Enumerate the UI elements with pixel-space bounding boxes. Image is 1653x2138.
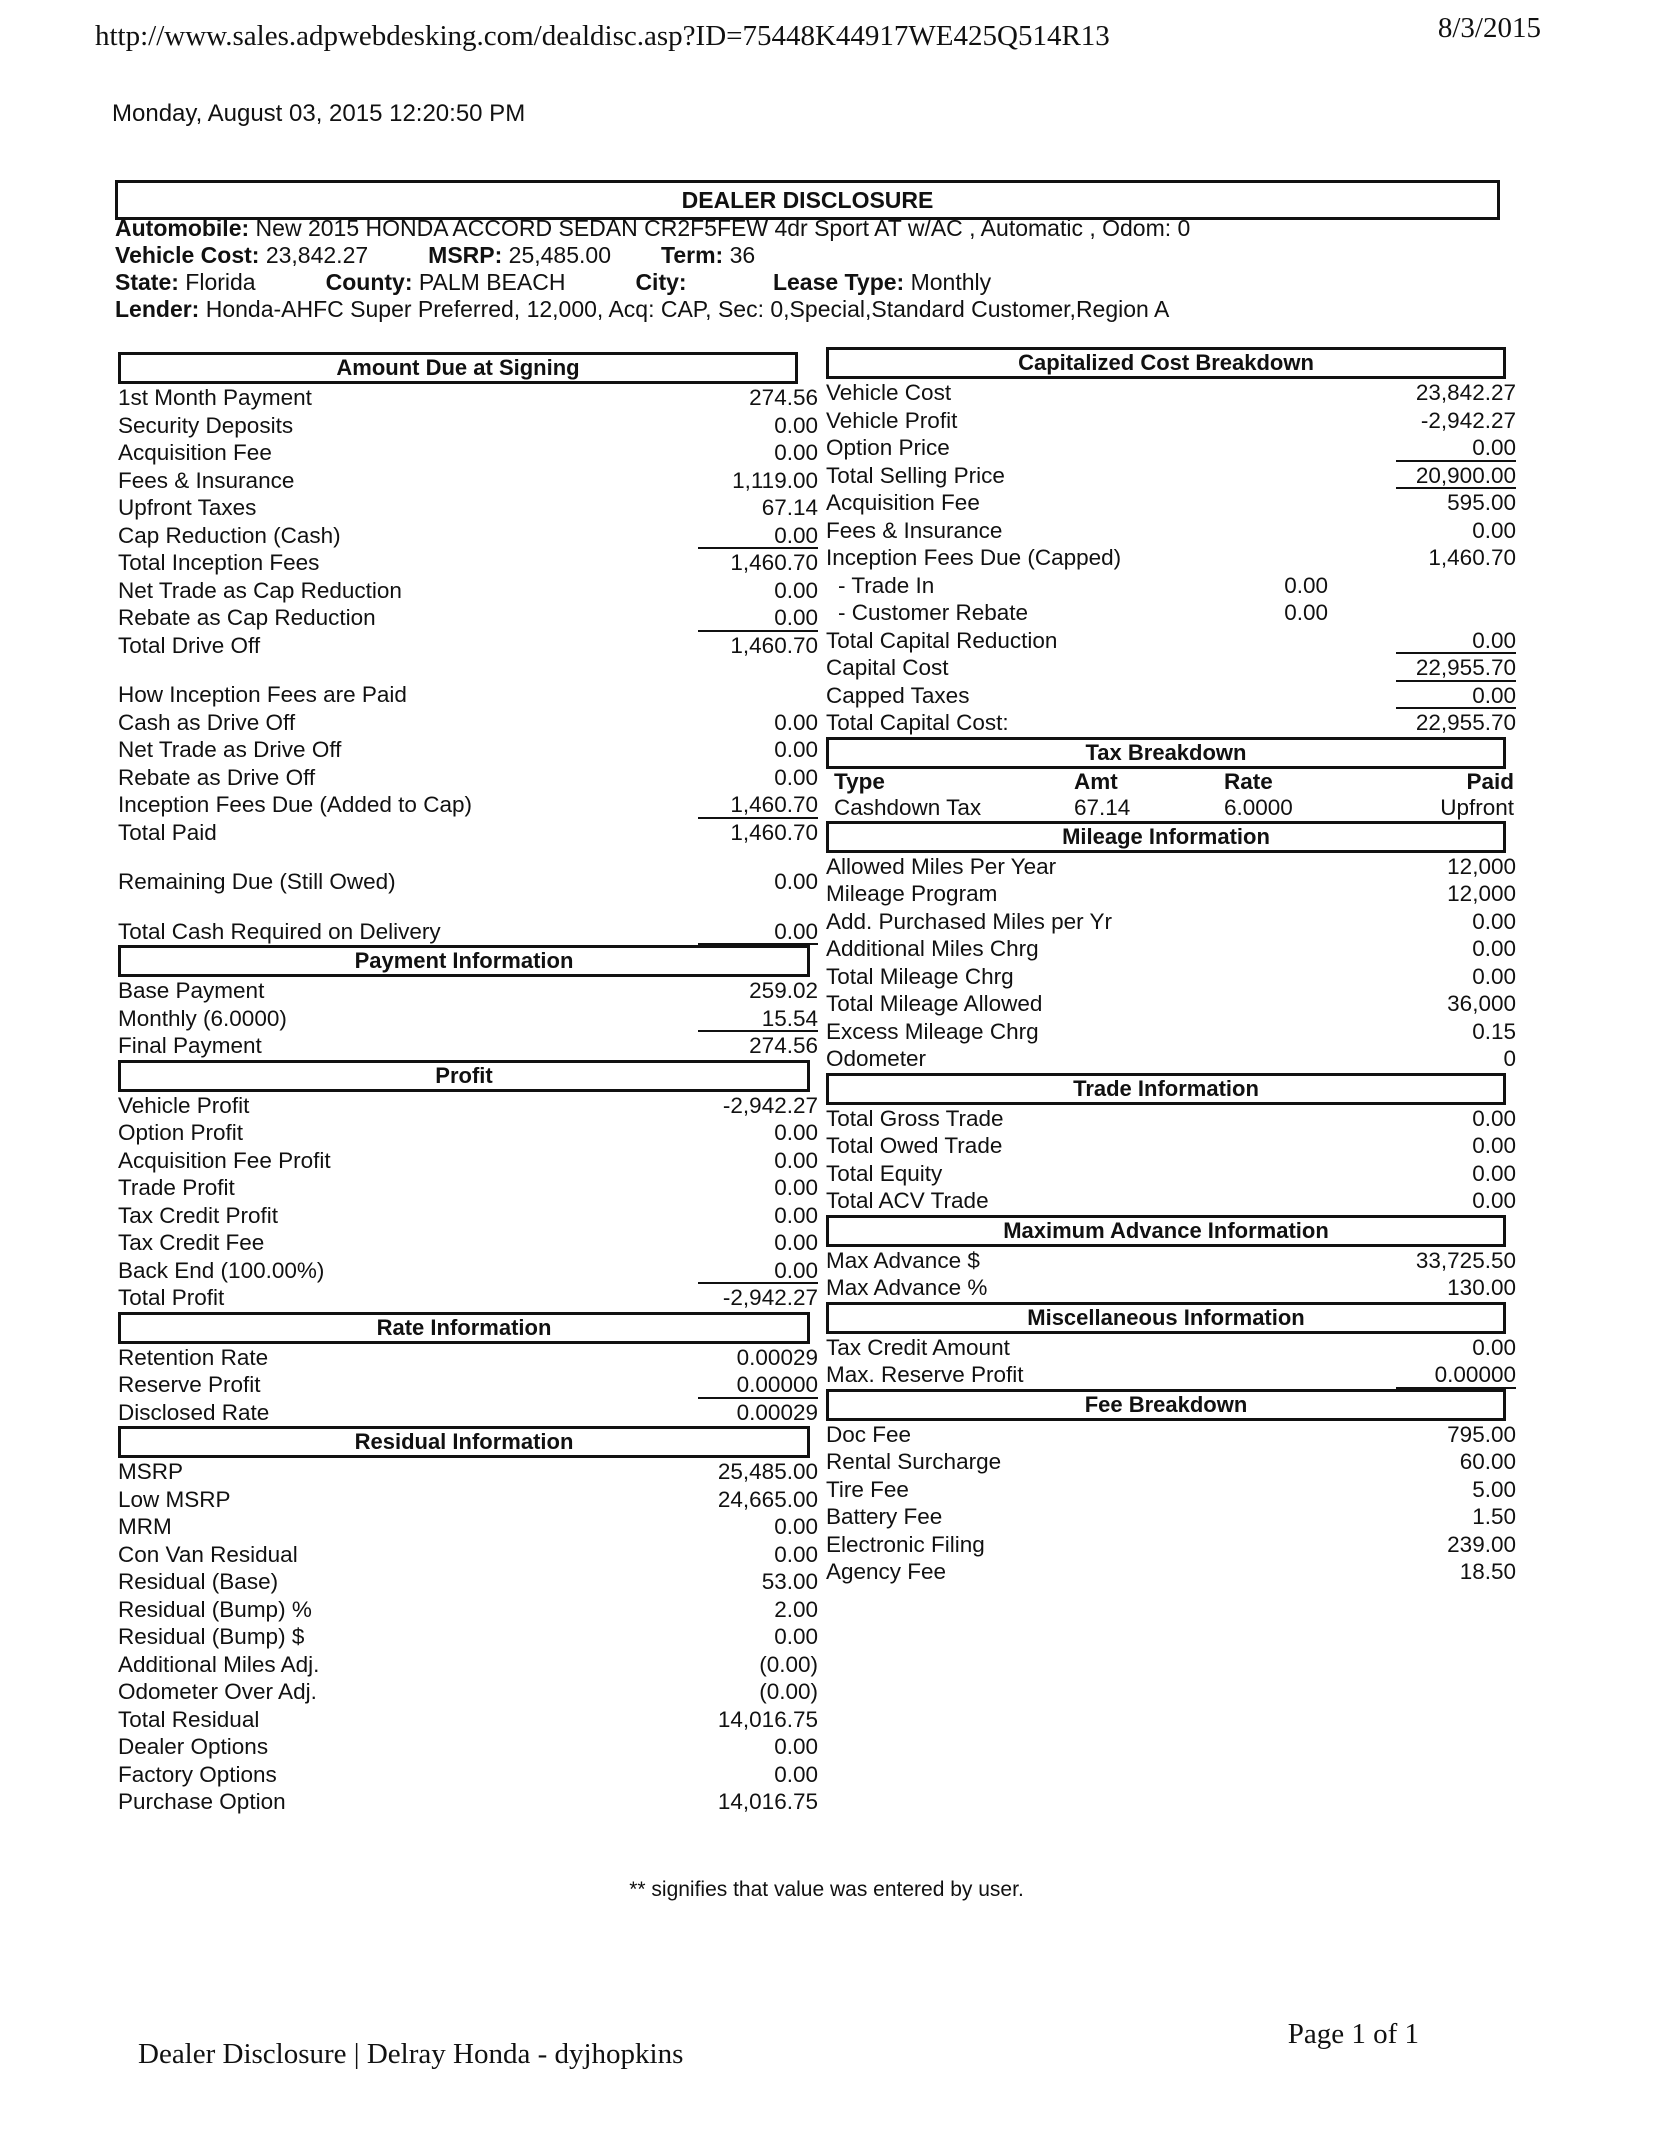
line-item-value — [698, 681, 818, 709]
line-item-value: 67.14 — [761, 495, 818, 520]
misc-rows — [826, 1334, 1516, 1389]
footer-page-number: Page 1 of 1 — [1287, 2018, 1419, 2050]
line-item-value: 22,955.70 — [1415, 710, 1516, 735]
cash-required-label: Total Cash Required on Delivery — [118, 918, 441, 944]
fee-rows — [826, 1421, 1516, 1586]
line-item-value: 1.50 — [1472, 1504, 1516, 1529]
line-item-label: How Inception Fees are Paid — [118, 682, 407, 707]
vehicle-summary — [115, 215, 1515, 323]
line-item-label: Con Van Residual — [118, 1541, 298, 1567]
lender-value: Honda-AHFC Super Preferred, 12,000, Acq: CAP, Sec: 0,Special,Standard Customer,Region A — [205, 296, 1170, 322]
line-item — [826, 1531, 1516, 1559]
line-item-label: Back End (100.00%) — [118, 1257, 325, 1283]
line-item-value: 0.00 — [1472, 1188, 1516, 1213]
sub-line-item — [826, 572, 1516, 600]
line-item — [118, 764, 818, 792]
line-item-value: 0.00 — [774, 737, 818, 762]
lease-type-value: Monthly — [910, 269, 992, 295]
line-item-label: Rebate as Cap Reduction — [118, 605, 376, 630]
tax-rate-cell: 6.0000 — [1224, 794, 1293, 820]
line-item-label: Odometer — [826, 1046, 927, 1071]
line-item-label: Battery Fee — [826, 1504, 943, 1529]
line-item — [826, 1160, 1516, 1188]
line-item — [826, 627, 1516, 655]
line-item-label: Max. Reserve Profit — [826, 1362, 1024, 1387]
line-item — [118, 1005, 818, 1033]
line-item-value: 0.00 — [1396, 434, 1516, 462]
line-item-label: Tax Credit Fee — [118, 1230, 265, 1255]
line-item — [826, 908, 1516, 936]
line-item — [826, 880, 1516, 908]
line-item — [118, 467, 818, 495]
line-item-label: Rebate as Drive Off — [118, 764, 316, 790]
line-item-value: 0.00029 — [736, 1344, 818, 1370]
tax-paid-cell: Upfront — [1440, 794, 1514, 820]
line-item-value: 24,665.00 — [717, 1486, 818, 1512]
line-item-value: 0.00029 — [736, 1399, 818, 1425]
line-item-value: 0.00 — [774, 1624, 818, 1649]
line-item-value: 0.00 — [1472, 1334, 1516, 1360]
line-item — [118, 1486, 818, 1514]
line-item — [826, 1187, 1516, 1215]
line-item — [826, 990, 1516, 1018]
line-item — [826, 434, 1516, 462]
line-item-value: 53.00 — [761, 1569, 818, 1594]
line-item-label: Mileage Program — [826, 881, 998, 906]
line-item-label: Total Selling Price — [826, 462, 1005, 488]
line-item-value: 0.00 — [774, 1120, 818, 1145]
line-item — [826, 407, 1516, 435]
line-item — [118, 791, 818, 819]
automobile-line: Automobile: New 2015 HONDA ACCORD SEDAN CR2F5FEW 4dr Sport AT w/AC , Automatic , Odom: 0 — [115, 215, 1191, 241]
report-timestamp: Monday, August 03, 2015 12:20:50 PM — [112, 100, 526, 127]
line-item — [118, 1596, 818, 1624]
cap-cost-rows-2 — [826, 627, 1516, 737]
line-item — [118, 1458, 818, 1486]
line-item-label: Vehicle Profit — [118, 1092, 250, 1118]
line-item — [118, 1761, 818, 1789]
line-item-value: 1,460.70 — [730, 632, 818, 658]
location-line: State: Florida County: PALM BEACH City: Lease Type: Monthly — [115, 269, 992, 295]
line-item-label: Doc Fee — [826, 1421, 912, 1447]
line-item-label: Total Equity — [826, 1160, 943, 1186]
tax-col-rate: Rate — [1224, 768, 1273, 794]
line-item-value: -2,942.27 — [722, 1285, 818, 1310]
line-item-label: Vehicle Profit — [826, 407, 958, 433]
line-item — [826, 544, 1516, 572]
line-item — [118, 412, 818, 440]
line-item — [118, 1229, 818, 1257]
line-item-value: 0.00 — [1472, 908, 1516, 934]
remaining-due-label: Remaining Due (Still Owed) — [118, 869, 396, 894]
line-item-label: Acquisition Fee — [826, 490, 980, 515]
line-item-value: 0 — [1503, 1046, 1516, 1071]
tax-table — [826, 769, 1516, 821]
tax-col-amt: Amt — [1074, 768, 1118, 794]
line-item-label: Allowed Miles Per Year — [826, 853, 1057, 879]
max-advance-rows — [826, 1247, 1516, 1302]
footer-dealer: Dealer Disclosure | Delray Honda - dyjhopkins — [138, 2038, 684, 2070]
line-item-value: 0.00 — [1472, 1160, 1516, 1186]
line-item-label: Fees & Insurance — [118, 467, 295, 493]
line-item — [826, 853, 1516, 881]
line-item-label: Monthly (6.0000) — [118, 1005, 287, 1031]
line-item — [118, 1147, 818, 1175]
user-entry-note: ** signifies that value was entered by user. — [629, 1878, 1024, 1901]
line-item — [118, 632, 818, 660]
line-item-value: 60.00 — [1459, 1449, 1516, 1474]
line-item-label: Total Mileage Chrg — [826, 963, 1014, 989]
tax-type-cell: Cashdown Tax — [834, 794, 982, 820]
line-item-label: Total Inception Fees — [118, 550, 320, 575]
line-item-label: MRM — [118, 1514, 172, 1539]
line-item-label: Inception Fees Due (Added to Cap) — [118, 792, 472, 817]
line-item — [826, 963, 1516, 991]
sub-line-item-value: 0.00 — [1284, 572, 1328, 598]
line-item-label: Odometer Over Adj. — [118, 1679, 317, 1704]
line-item — [118, 681, 818, 709]
misc-info-header: Miscellaneous Information — [826, 1302, 1506, 1334]
line-item-value: 20,900.00 — [1396, 462, 1516, 490]
payment-info-header: Payment Information — [118, 945, 810, 977]
line-item — [118, 1371, 818, 1399]
line-item-label: Total ACV Trade — [826, 1188, 989, 1213]
residual-rows — [118, 1458, 818, 1816]
vehicle-cost-value: 23,842.27 — [265, 242, 369, 268]
line-item-value: 0.00 — [774, 1541, 818, 1567]
line-item-value: 1,460.70 — [730, 819, 818, 845]
line-item — [118, 1706, 818, 1734]
line-item-label: Cash as Drive Off — [118, 709, 296, 735]
cap-cost-rows — [826, 379, 1516, 572]
line-item-label: Cap Reduction (Cash) — [118, 522, 341, 548]
max-advance-header: Maximum Advance Information — [826, 1215, 1506, 1247]
line-item-label: Electronic Filing — [826, 1531, 985, 1557]
right-column — [826, 347, 1516, 1586]
profit-header: Profit — [118, 1060, 810, 1092]
line-item-label: Total Capital Reduction — [826, 627, 1058, 653]
automobile-value: New 2015 HONDA ACCORD SEDAN CR2F5FEW 4dr Sport AT w/AC , Automatic , Odom: 0 — [255, 215, 1191, 241]
line-item — [118, 577, 818, 605]
line-item-label: Total Capital Cost: — [826, 710, 1009, 735]
line-item-value: 1,460.70 — [730, 550, 818, 575]
line-item-label: Total Profit — [118, 1285, 225, 1310]
line-item — [826, 1361, 1516, 1389]
line-item-value: 239.00 — [1447, 1531, 1516, 1557]
line-item-value: 0.15 — [1472, 1018, 1516, 1044]
line-item — [826, 654, 1516, 682]
line-item — [118, 439, 818, 467]
line-item-value: 130.00 — [1447, 1275, 1516, 1300]
line-item-label: Option Profit — [118, 1120, 244, 1145]
line-item-label: Fees & Insurance — [826, 517, 1003, 543]
remaining-due-row — [118, 868, 818, 896]
line-item-value: 2.00 — [774, 1596, 818, 1622]
amount-due-header: Amount Due at Signing — [118, 352, 798, 384]
line-item — [826, 1558, 1516, 1586]
sub-line-item-label: - Trade In — [838, 572, 935, 598]
line-item-label: Residual (Bump) % — [118, 1596, 312, 1622]
line-item — [118, 494, 818, 522]
line-item-label: Low MSRP — [118, 1486, 231, 1512]
line-item — [826, 1476, 1516, 1504]
line-item — [826, 682, 1516, 710]
state-value: Florida — [185, 269, 256, 295]
line-item-label: Reserve Profit — [118, 1372, 261, 1397]
line-item-value: 0.00 — [774, 412, 818, 438]
sub-line-item — [826, 599, 1516, 627]
print-date: 8/3/2015 — [1437, 12, 1541, 44]
line-item-label: Base Payment — [118, 978, 265, 1003]
line-item-label: Disclosed Rate — [118, 1399, 270, 1425]
trade-rows — [826, 1105, 1516, 1215]
line-item-value: 0.00 — [698, 1257, 818, 1285]
line-item — [118, 1678, 818, 1706]
line-item — [118, 977, 818, 1005]
line-item-label: Add. Purchased Miles per Yr — [826, 908, 1112, 934]
line-item-value: 0.00 — [774, 440, 818, 465]
line-item-value: 23,842.27 — [1415, 380, 1516, 405]
line-item-label: Security Deposits — [118, 412, 294, 438]
line-item — [118, 1651, 818, 1679]
inception-paid-rows — [118, 681, 818, 846]
tax-breakdown-header: Tax Breakdown — [826, 737, 1506, 769]
line-item-value: 22,955.70 — [1396, 654, 1516, 682]
line-item — [118, 1092, 818, 1120]
line-item-value: 0.00 — [774, 764, 818, 790]
line-item-value: 0.00 — [774, 1230, 818, 1255]
line-item-value: 795.00 — [1447, 1421, 1516, 1447]
line-item — [118, 604, 818, 632]
line-item — [118, 1032, 818, 1060]
line-item-value: 0.00 — [1472, 1105, 1516, 1131]
line-item — [826, 1421, 1516, 1449]
line-item — [118, 1541, 818, 1569]
line-item-label: MSRP — [118, 1459, 184, 1484]
line-item-value: 25,485.00 — [717, 1459, 818, 1484]
county-value: PALM BEACH — [418, 269, 566, 295]
line-item-label: Capped Taxes — [826, 682, 970, 708]
line-item — [826, 935, 1516, 963]
line-item-value: 0.00 — [698, 604, 818, 632]
line-item — [118, 1513, 818, 1541]
line-item-value: 274.56 — [749, 1033, 818, 1058]
cap-cost-sub-rows — [826, 572, 1516, 627]
line-item — [118, 1119, 818, 1147]
line-item — [826, 1105, 1516, 1133]
line-item-value: 0.00 — [774, 1202, 818, 1228]
line-item — [118, 522, 818, 550]
line-item — [826, 517, 1516, 545]
line-item-label: Tire Fee — [826, 1476, 909, 1502]
lender-line: Lender: Honda-AHFC Super Preferred, 12,000, Acq: CAP, Sec: 0,Special,Standard Customer,Region A — [115, 296, 1170, 322]
payment-rows — [118, 977, 818, 1060]
line-item-label: Final Payment — [118, 1033, 262, 1058]
line-item-label: Total Residual — [118, 1706, 260, 1732]
line-item-value: 0.00 — [774, 1761, 818, 1787]
line-item-label: Trade Profit — [118, 1175, 235, 1200]
line-item — [118, 1174, 818, 1202]
cap-cost-header: Capitalized Cost Breakdown — [826, 347, 1506, 379]
line-item-label: Tax Credit Profit — [118, 1202, 279, 1228]
line-item-value: 0.00 — [774, 1514, 818, 1539]
line-item-label: Rental Surcharge — [826, 1449, 1002, 1474]
line-item-value: 595.00 — [1447, 490, 1516, 515]
line-item-label: Agency Fee — [826, 1559, 947, 1584]
line-item-value: 14,016.75 — [717, 1789, 818, 1814]
tax-amt-cell: 67.14 — [1074, 794, 1131, 820]
line-item-value: 259.02 — [749, 978, 818, 1003]
line-item-value: 0.00 — [774, 709, 818, 735]
line-item-value: 0.00 — [774, 577, 818, 603]
line-item-label: Additional Miles Adj. — [118, 1651, 320, 1677]
cash-required-value: 0.00 — [698, 918, 818, 946]
line-item-label: Net Trade as Cap Reduction — [118, 577, 402, 603]
line-item-value: 0.00 — [1472, 963, 1516, 989]
line-item-label: Residual (Bump) $ — [118, 1624, 305, 1649]
line-item-value: 0.00 — [774, 1175, 818, 1200]
line-item-value: 1,460.70 — [698, 791, 818, 819]
line-item-label: Acquisition Fee — [118, 440, 272, 465]
line-item-value: 274.56 — [749, 385, 818, 410]
line-item-label: Dealer Options — [118, 1734, 269, 1759]
line-item-label: Upfront Taxes — [118, 495, 257, 520]
line-item-value: 0.00 — [1396, 627, 1516, 655]
line-item — [826, 1334, 1516, 1362]
line-item — [118, 1733, 818, 1761]
line-item-value: 33,725.50 — [1415, 1247, 1516, 1273]
term-value: 36 — [729, 242, 756, 268]
line-item-label: Acquisition Fee Profit — [118, 1147, 331, 1173]
line-item — [826, 1045, 1516, 1073]
line-item — [826, 379, 1516, 407]
page-url: http://www.sales.adpwebdesking.com/dealdisc.asp?ID=75448K44917WE425Q514R13 — [95, 20, 1110, 52]
line-item-value: (0.00) — [759, 1679, 818, 1704]
msrp-value: 25,485.00 — [508, 242, 611, 268]
line-item-value: 0.00 — [698, 522, 818, 550]
amount-due-rows — [118, 384, 818, 659]
fee-breakdown-header: Fee Breakdown — [826, 1389, 1506, 1421]
line-item-label: Total Paid — [118, 819, 217, 845]
line-item-value: 14,016.75 — [717, 1706, 818, 1732]
cash-required-row — [118, 918, 818, 946]
line-item-label: Option Price — [826, 435, 950, 460]
cost-line: Vehicle Cost: 23,842.27 MSRP: 25,485.00 Term: 36 — [115, 242, 756, 268]
remaining-due-value: 0.00 — [774, 869, 818, 894]
line-item-value: 5.00 — [1472, 1476, 1516, 1502]
line-item-label: Tax Credit Amount — [826, 1334, 1010, 1360]
tax-col-paid: Paid — [1466, 768, 1514, 794]
line-item-label: Net Trade as Drive Off — [118, 737, 342, 762]
trade-info-header: Trade Information — [826, 1073, 1506, 1105]
line-item-value: 0.00 — [1472, 936, 1516, 961]
line-item-value: 0.00 — [1396, 682, 1516, 710]
line-item — [118, 1568, 818, 1596]
line-item-label: Total Mileage Allowed — [826, 991, 1043, 1016]
line-item — [118, 1399, 818, 1427]
line-item-label: Excess Mileage Chrg — [826, 1018, 1039, 1044]
line-item-label: Vehicle Cost — [826, 380, 952, 405]
line-item-label: Capital Cost — [826, 655, 949, 680]
line-item — [826, 1503, 1516, 1531]
line-item-label: Additional Miles Chrg — [826, 936, 1039, 961]
rate-rows — [118, 1344, 818, 1427]
line-item — [118, 1788, 818, 1816]
sub-line-item-value: 0.00 — [1284, 600, 1328, 625]
line-item-value: 0.00000 — [698, 1371, 818, 1399]
sub-line-item-label: - Customer Rebate — [838, 600, 1029, 625]
line-item — [118, 736, 818, 764]
line-item-label: Residual (Base) — [118, 1569, 279, 1594]
profit-rows — [118, 1092, 818, 1312]
document-title: DEALER DISCLOSURE — [115, 180, 1500, 220]
line-item-label: Total Drive Off — [118, 632, 261, 658]
line-item-value: 0.00 — [1472, 1133, 1516, 1158]
line-item — [826, 489, 1516, 517]
line-item-value: 15.54 — [698, 1005, 818, 1033]
line-item-value: -2,942.27 — [722, 1092, 818, 1118]
line-item-value: 0.00 — [774, 1734, 818, 1759]
line-item — [826, 1247, 1516, 1275]
line-item — [118, 384, 818, 412]
line-item-label: Purchase Option — [118, 1789, 286, 1814]
rate-info-header: Rate Information — [118, 1312, 810, 1344]
line-item-value: 12,000 — [1447, 881, 1516, 906]
line-item-label: 1st Month Payment — [118, 385, 312, 410]
line-item-value: 0.00 — [1472, 517, 1516, 543]
line-item-value: 0.00000 — [1396, 1361, 1516, 1389]
line-item — [826, 1448, 1516, 1476]
line-item-label: Max Advance % — [826, 1275, 988, 1300]
line-item — [826, 1132, 1516, 1160]
line-item — [826, 1274, 1516, 1302]
line-item-value: 1,460.70 — [1428, 545, 1516, 570]
line-item-label: Max Advance $ — [826, 1247, 980, 1273]
tax-col-type: Type — [834, 768, 885, 794]
line-item-value: (0.00) — [759, 1651, 818, 1677]
line-item-label: Total Owed Trade — [826, 1133, 1003, 1158]
line-item — [826, 1018, 1516, 1046]
line-item — [118, 1257, 818, 1285]
line-item — [118, 1284, 818, 1312]
line-item-label: Inception Fees Due (Capped) — [826, 545, 1122, 570]
line-item — [826, 462, 1516, 490]
mileage-rows — [826, 853, 1516, 1073]
line-item — [118, 709, 818, 737]
line-item-label: Factory Options — [118, 1761, 277, 1787]
line-item — [118, 1623, 818, 1651]
residual-info-header: Residual Information — [118, 1426, 810, 1458]
line-item-label: Retention Rate — [118, 1344, 269, 1370]
line-item — [118, 1202, 818, 1230]
line-item-label: Total Gross Trade — [826, 1105, 1004, 1131]
line-item-value: 0.00 — [774, 1147, 818, 1173]
line-item — [118, 1344, 818, 1372]
left-column — [118, 352, 818, 1816]
line-item-value: 12,000 — [1447, 853, 1516, 879]
line-item-value: -2,942.27 — [1420, 407, 1516, 433]
mileage-info-header: Mileage Information — [826, 821, 1506, 853]
line-item-value: 18.50 — [1459, 1559, 1516, 1584]
line-item-value: 36,000 — [1447, 991, 1516, 1016]
line-item — [826, 709, 1516, 737]
line-item — [118, 819, 818, 847]
line-item-value: 1,119.00 — [732, 467, 818, 493]
line-item — [118, 549, 818, 577]
